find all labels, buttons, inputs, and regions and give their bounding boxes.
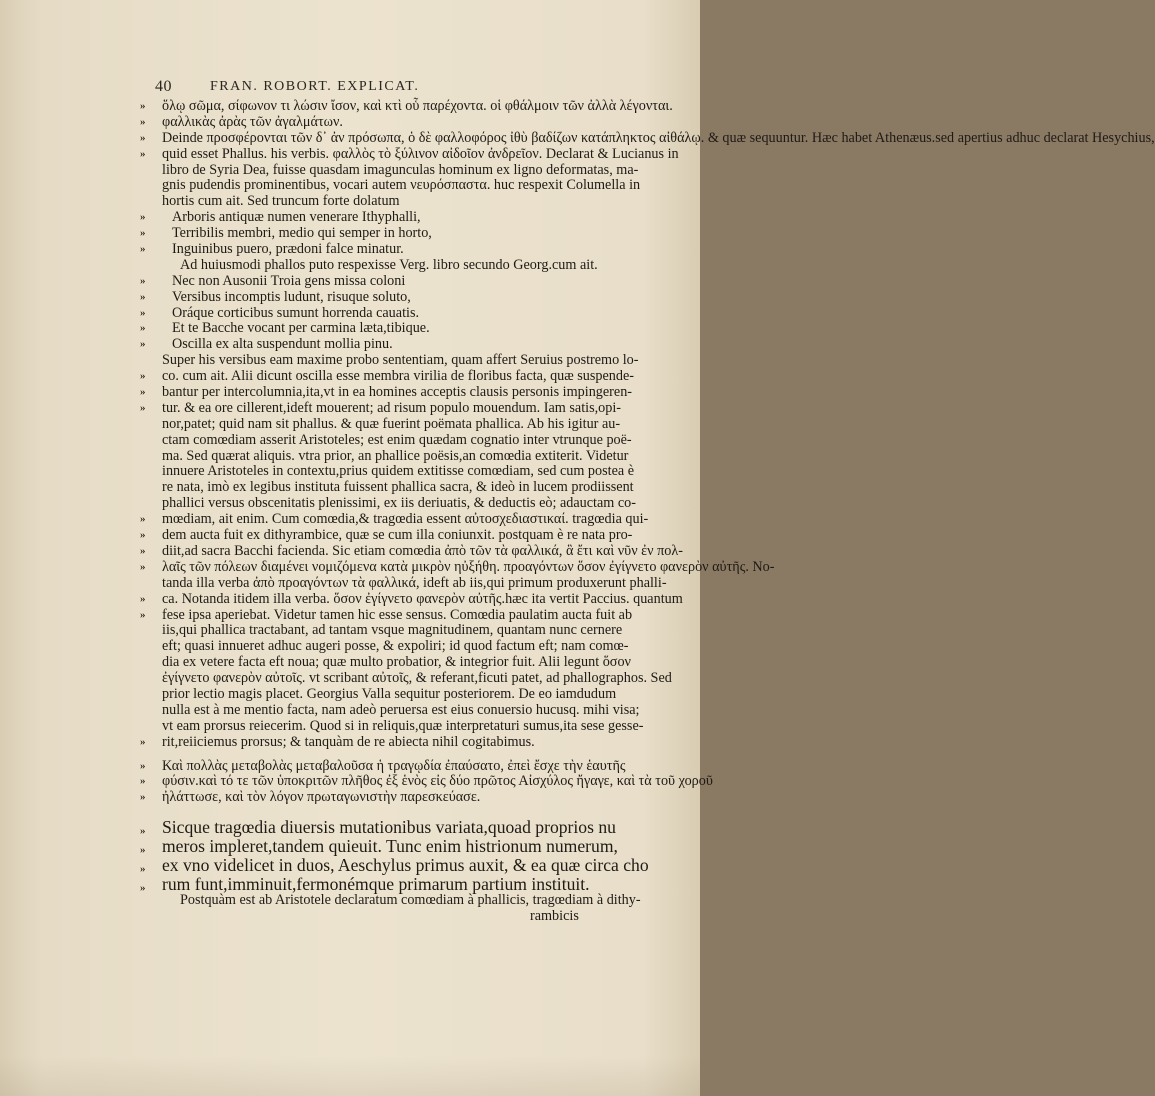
quotation-mark: » [140, 100, 146, 112]
quotation-mark: » [140, 825, 146, 838]
line-text: vt eam prorsus reiecerim. Quod si in reliquis,quæ interpretaturi sumus,ita sese gesse- [162, 717, 644, 734]
quotation-mark: » [140, 370, 146, 383]
line-text: Terribilis membri, medio qui semper in horto, [172, 225, 432, 242]
quotation-mark: » [140, 608, 146, 621]
text-line [140, 401, 630, 417]
text-line [140, 527, 633, 544]
text-line [140, 306, 630, 322]
text-line [140, 909, 630, 925]
text-line [140, 558, 775, 576]
line-text: ἠλάττωσε, καὶ τὸν λόγον πρωταγωνιστὴν παρεσκεύασε. [162, 789, 481, 806]
text-line [140, 606, 633, 624]
text-line [140, 352, 639, 369]
line-text: tanda illa verba ἀπὸ προαγόντων τὰ φαλλικά, ideft ab iis,qui primum produxerunt phalli- [162, 574, 667, 591]
line-text: bantur per intercolumnia,ita,vt in ea homines acceptis clausis personis impingeren- [162, 384, 633, 401]
line-text: rit,reiiciemus prorsus; & tanquàm de re abiecta nihil cogitabimus. [162, 733, 535, 750]
line-text: ἐγίγνετο φανερὸν αὐτοῖς. vt scribant αὐτοῖς, & referant,ficuti patet, ad phallographos. Sed [162, 670, 672, 687]
quotation-mark: » [140, 243, 146, 256]
quotation-mark: » [140, 544, 146, 557]
line-text: ca. Notanda itidem illa verba. ὅσον ἐγίγνετο φανερὸν αὐτῆς.hæc ita vertit Paccius. quantum [162, 590, 683, 607]
text-line [140, 463, 635, 480]
line-text: Postquàm est ab Aristotele declaratum comœdiam à phallicis, tragœdiam à dithy- [180, 892, 641, 909]
quotation-mark: » [140, 881, 146, 894]
quotation-mark: » [140, 306, 146, 319]
quotation-mark: » [140, 735, 146, 748]
line-text: co. cum ait. Alii dicunt oscilla esse membra virilia de floribus facta, quæ suspende- [162, 368, 635, 385]
quotation-mark: » [140, 227, 146, 240]
quotation-mark: » [140, 147, 146, 160]
text-line [140, 290, 630, 306]
line-text: Nec non Ausonii Troia gens missa coloni [172, 272, 406, 289]
quotation-mark: » [140, 131, 146, 144]
text-line [140, 542, 683, 560]
line-text: rambicis [530, 908, 579, 925]
line-text: Et te Bacche vocant per carmina læta,tibique. [172, 320, 430, 337]
text-line [140, 875, 630, 894]
line-text: dem aucta fuit ex dithyrambice, quæ se cum illa coniunxit. postquam è re nata pro- [162, 527, 633, 544]
text-line [140, 433, 630, 449]
text-line [140, 574, 667, 592]
text-line [140, 417, 630, 433]
line-text: Sicque tragœdia diuersis mutationibus variata,quoad proprios nu [162, 817, 616, 838]
quotation-mark: » [140, 592, 146, 605]
line-text: meros impleret,tandem quieuit. Tunc enim histrionum numerum, [162, 835, 618, 856]
text-line [140, 892, 641, 909]
text-line [140, 687, 630, 703]
line-text: innuere Aristoteles in contextu,prius quidem extitisse comœdiam, sed cum postea è [162, 463, 635, 480]
quotation-mark: » [140, 791, 146, 804]
quotation-mark: » [140, 775, 146, 788]
text-line [140, 337, 630, 353]
text-line [140, 837, 630, 856]
text-line [140, 274, 630, 290]
text-line [140, 623, 630, 639]
line-text: ὅλῳ σῶμα, σίφωνον τι λώσιν ἴσον, καὶ κτὶ οὗ παρέχοντα. οἱ φθάλμοιν τῶν ἀλλὰ λέγονται. [162, 98, 673, 114]
text-line [140, 590, 683, 608]
line-text: hortis cum ait. Sed truncum forte dolatum [162, 193, 400, 210]
running-head: FRAN. ROBORT. EXPLICAT. [210, 79, 420, 94]
line-text: libro de Syria Dea, fuisse quasdam imagunculas hominum ex ligno deformatas, ma- [162, 161, 639, 178]
line-text: nor,patet; quid nam sit phallus. & quæ fuerint poëmata phallica. Ab his igitur au- [162, 415, 621, 432]
text-line [140, 717, 644, 735]
line-text: tur. & ea ore cillerent,ideft mouerent; ad risum populo mouendum. Iam satis,opi- [162, 399, 622, 416]
line-text: diit,ad sacra Bacchi facienda. Sic etiam comœdia ἀπὸ τῶν τὰ φαλλικά, ἃ ἔτι καὶ νῦν ἐν πολ- [162, 542, 683, 559]
line-text: nulla est à me mentio facta, nam adeò peruersa est eius conuersio hucusq. mihi visa; [162, 701, 640, 718]
text-line [140, 449, 630, 465]
line-text: Oráque corticibus sumunt horrenda cauatis. [172, 304, 420, 321]
page-edge-shadow [0, 1056, 700, 1096]
text-line [140, 655, 630, 671]
text-line [140, 115, 630, 131]
quotation-mark: » [140, 211, 146, 224]
line-text: Arboris antiquæ numen venerare Ithyphalli, [172, 209, 421, 226]
quotation-mark: » [140, 759, 146, 772]
text-line [140, 479, 634, 496]
line-text: phallici versus obscenitatis plenissimi, ex iis deriuatis, & deductis eò; adauctam co- [162, 495, 636, 512]
text-line [140, 670, 672, 687]
text-line [140, 145, 679, 163]
commentary-text [140, 98, 1155, 925]
text-line [140, 511, 649, 528]
text-line [140, 226, 630, 242]
line-text: ex vno videlicet in duos, Aeschylus primus auxit, & ea quæ circa cho [162, 854, 649, 875]
quotation-mark: » [140, 513, 146, 526]
line-text: dia ex vetere facta eft noua; quæ multo probatior, & integrior fuit. Alii legunt ὅσον [162, 654, 631, 671]
line-text: Versibus incomptis ludunt, risuque soluto, [172, 288, 411, 305]
line-text: Ad huiusmodi phallos puto respexisse Verg. libro secundo Georg.cum ait. [180, 256, 598, 273]
page-header [140, 78, 620, 100]
text-line [140, 177, 641, 194]
line-text: φύσιν.καὶ τό τε τῶν ὑποκριτῶν πλῆθος ἐξ ἑνὸς εἰς δύο πρῶτος Αἰσχύλος ἤγαγε, καὶ τὰ τοῦ χοροῦ [162, 773, 713, 790]
text-line [140, 98, 673, 115]
text-line [140, 321, 630, 337]
line-text: iis,qui phallica tractabant, ad tantam vsque magnitudinem, quantam nunc cernere [162, 622, 623, 639]
line-text: Oscilla ex alta suspendunt mollia pinu. [172, 336, 393, 353]
line-text: fese ipsa aperiebat. Videtur tamen hic esse sensus. Comœdia paulatim aucta fuit ab [162, 606, 633, 623]
quotation-mark: » [140, 338, 146, 351]
quotation-mark: » [140, 560, 146, 573]
line-text: ctam comœdiam asserit Aristoteles; est enim quædam cognatio inter vtrunque poë- [162, 431, 632, 448]
line-text: Καὶ πολλὰς μεταβολὰς μεταβαλοῦσα ἡ τραγῳδία ἐπαύσατο, ἐπεὶ ἔσχε τὴν ἑαυτῆς [162, 757, 626, 774]
line-text: Deinde προσφέρονται τῶν δ᾽ ἀν πρόσωπα, ὁ δὲ φαλλοφόρος ἰθὺ βαδίζων κατάπληκτος αἰθάλῳ. & quæ sequuntur. Hæc habet Athenæus.sed apertius adhuc declarat Hesychius, [162, 129, 1155, 146]
line-text: Inguinibus puero, prædoni falce minatur. [172, 241, 404, 258]
line-text: mœdiam, ait enim. Cum comœdia,& tragœdia essent αὐτοσχεδιαστικαί. tragœdia qui- [162, 511, 649, 528]
text-line [140, 384, 633, 401]
text-line [140, 210, 630, 226]
line-text: prior lectio magis placet. Georgius Valla sequitur posteriorem. De eo iamdudum [162, 685, 617, 702]
line-text: rum funt,imminuit,fermonémque primarum partium instituit. [162, 873, 590, 894]
quotation-mark: » [140, 115, 146, 128]
line-text: φαλλικὰς ἀρὰς τῶν ἀγαλμάτων. [162, 113, 343, 130]
quotation-mark: » [140, 290, 146, 303]
text-line [140, 773, 713, 790]
text-line [140, 759, 630, 775]
text-line [140, 735, 630, 751]
quotation-mark: » [140, 274, 146, 287]
text-line [140, 161, 639, 179]
text-line [140, 129, 1155, 147]
line-text: Super his versibus eam maxime probo sententiam, quam affert Seruius postremo lo- [162, 352, 639, 369]
line-text: λαῖς τῶν πόλεων διαμένει νομιζόμενα κατὰ μικρὸν ηὐξήθη. προαγόντων ὅσον ἐγίγνετο φανερὸν αὐτῆς. No- [162, 558, 775, 575]
text-line [140, 790, 630, 806]
line-text: eft; quasi innueret adhuc augeri posse, & expoliri; id quod factum eft; nam comœ- [162, 638, 629, 655]
text-line [140, 258, 630, 274]
text-line [140, 242, 630, 258]
text-line [140, 495, 636, 512]
line-text: re nata, imò ex legibus instituta fuissent phallica sacra, & ideò in lucem prodiissent [162, 479, 634, 496]
quotation-mark: » [140, 862, 146, 875]
quotation-mark: » [140, 322, 146, 335]
text-line [140, 818, 630, 837]
page-number: 40 [155, 78, 172, 95]
quotation-mark: » [140, 843, 146, 856]
line-text: quid esset Phallus. his verbis. φαλλὸς τὸ ξύλινον αἰδοῖον ἀνδρεῖον. Declarat & Lucianus in [162, 145, 679, 162]
text-line [140, 368, 635, 385]
text-line [140, 854, 649, 875]
line-text: gnis pudendis prominentibus, vocari autem νευρόσπαστα. huc respexit Columella in [162, 177, 641, 194]
quotation-mark: » [140, 401, 146, 414]
quotation-mark: » [140, 529, 146, 542]
quotation-mark: » [140, 386, 146, 399]
text-line [140, 701, 640, 719]
text-line [140, 194, 630, 210]
line-text: ma. Sed quærat aliquis. vtra prior, an phallice poësis,an comœdia extiterit. Videtur [162, 447, 629, 464]
text-line [140, 639, 630, 655]
